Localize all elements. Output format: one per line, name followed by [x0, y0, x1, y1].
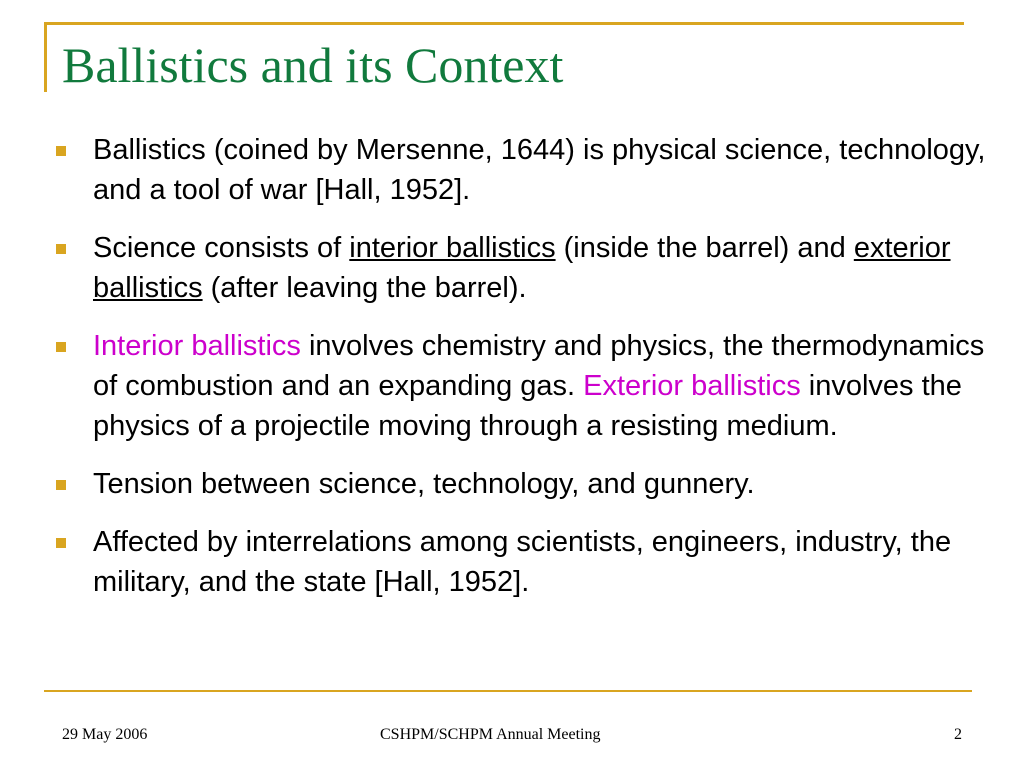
square-bullet-icon [56, 146, 66, 156]
underlined-term: exterior ballistics [93, 232, 951, 304]
bullet-text: Science consists of [93, 232, 350, 264]
highlighted-term: Exterior ballistics [583, 370, 801, 402]
frame-left-rule [44, 22, 47, 92]
square-bullet-icon [56, 480, 66, 490]
bullet-text: involves chemistry and physics, the thermodynamics of combustion and an expanding gas. [93, 330, 985, 402]
underlined-term: interior ballistics [349, 232, 556, 264]
slide-number: 2 [954, 726, 962, 743]
bullet-text: (inside the barrel) and [555, 232, 854, 264]
bullet-item [56, 326, 986, 446]
frame-top-rule [44, 22, 964, 25]
square-bullet-icon [56, 244, 66, 254]
bullet-text: (after leaving the barrel). [202, 272, 527, 304]
bullet-text: Affected by interrelations among scientists, engineers, industry, the military, and the state [Hall, 1952]. [93, 526, 952, 598]
square-bullet-icon [56, 342, 66, 352]
bullet-text: Tension between science, technology, and gunnery. [93, 468, 755, 500]
slide-title: Ballistics and its Context [62, 37, 564, 93]
bullet-text: involves the physics of a projectile moving through a resisting medium. [93, 370, 962, 442]
bullet-text: Ballistics (coined by Mersenne, 1644) is physical science, technology, and a tool of war [Hall, 1952]. [93, 134, 986, 206]
footer-date: 29 May 2006 [62, 726, 148, 743]
footer-rule [44, 690, 972, 692]
square-bullet-icon [56, 538, 66, 548]
bullet-item [56, 522, 986, 602]
bullet-item [56, 464, 986, 504]
footer-meeting-name: CSHPM/SCHPM Annual Meeting [380, 726, 601, 743]
bullet-item [56, 130, 986, 210]
highlighted-term: Interior ballistics [93, 330, 301, 362]
bullet-item [56, 228, 986, 308]
bullet-list [56, 130, 986, 620]
